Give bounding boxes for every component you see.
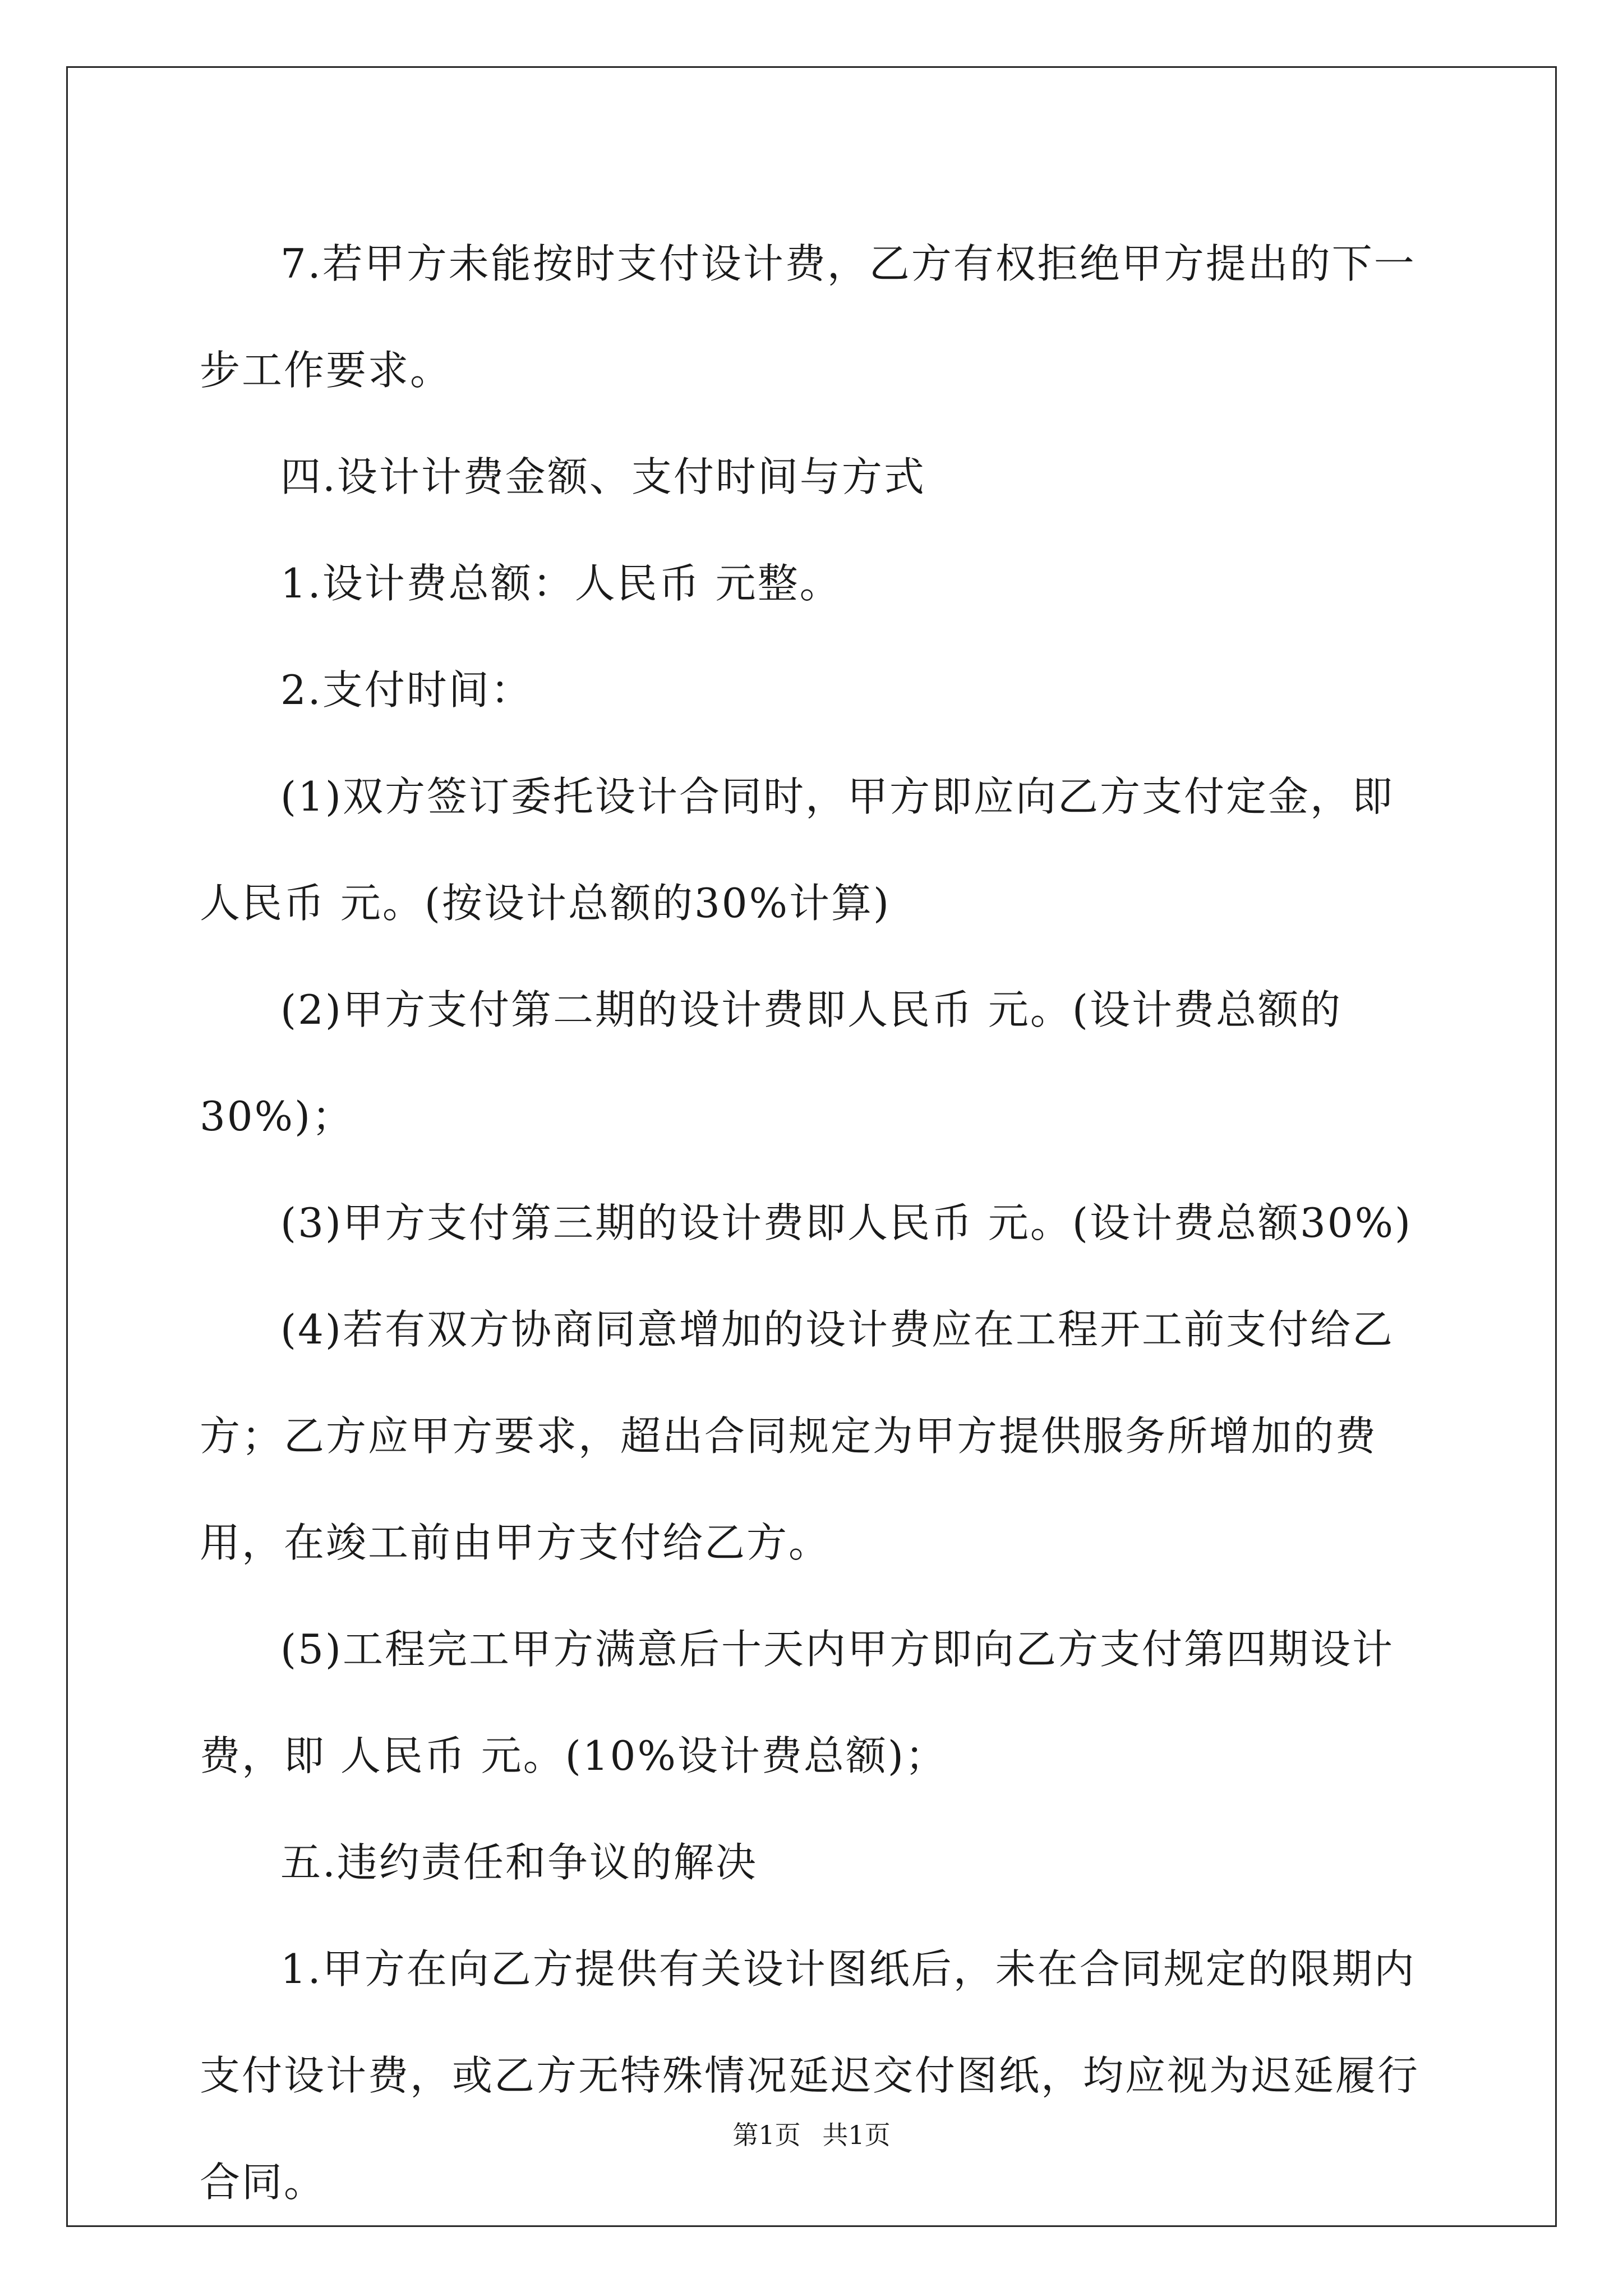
payment-item-2: (2)甲方支付第二期的设计费即人民币 元。(设计费总额的30%)；	[200, 986, 1342, 1140]
payment-item-4: (4)若有双方协商同意增加的设计费应在工程开工前支付给乙方；乙方应甲方要求，超出合同规定为甲方提供服务所增加的费用，在竣工前由甲方支付给乙方。	[200, 1306, 1394, 1566]
page-footer	[0, 2115, 1623, 2152]
section-5-heading: 五.违约责任和争议的解决	[280, 1839, 758, 1886]
clause-total-fee: 1.设计费总额：人民币 元整。	[280, 560, 842, 607]
payment-item-1: (1)双方签订委托设计合同时，甲方即应向乙方支付定金，即人民币 元。(按设计总额的30%计算)	[200, 773, 1394, 927]
document-body	[200, 210, 1428, 2235]
clause-delay-performance: 1.甲方在向乙方提供有关设计图纸后，未在合同规定的限期内支付设计费，或乙方无特殊情况延迟交付图纸，均应视为迟延履行合同。	[200, 1945, 1420, 2206]
clause-7-payment-refusal: 7.若甲方未能按时支付设计费，乙方有权拒绝甲方提出的下一步工作要求。	[200, 240, 1416, 394]
page-number-total: 共1页	[822, 2120, 891, 2150]
section-4-heading: 四.设计计费金额、支付时间与方式	[280, 453, 926, 500]
page-number-current: 第1页	[732, 2120, 801, 2150]
payment-item-5: (5)工程完工甲方满意后十天内甲方即向乙方支付第四期设计费，即 人民币 元。(10%设计费总额)；	[200, 1626, 1394, 1779]
clause-payment-time: 2.支付时间：	[280, 666, 533, 714]
payment-item-3: (3)甲方支付第三期的设计费即人民币 元。(设计费总额30%)	[280, 1199, 1413, 1246]
